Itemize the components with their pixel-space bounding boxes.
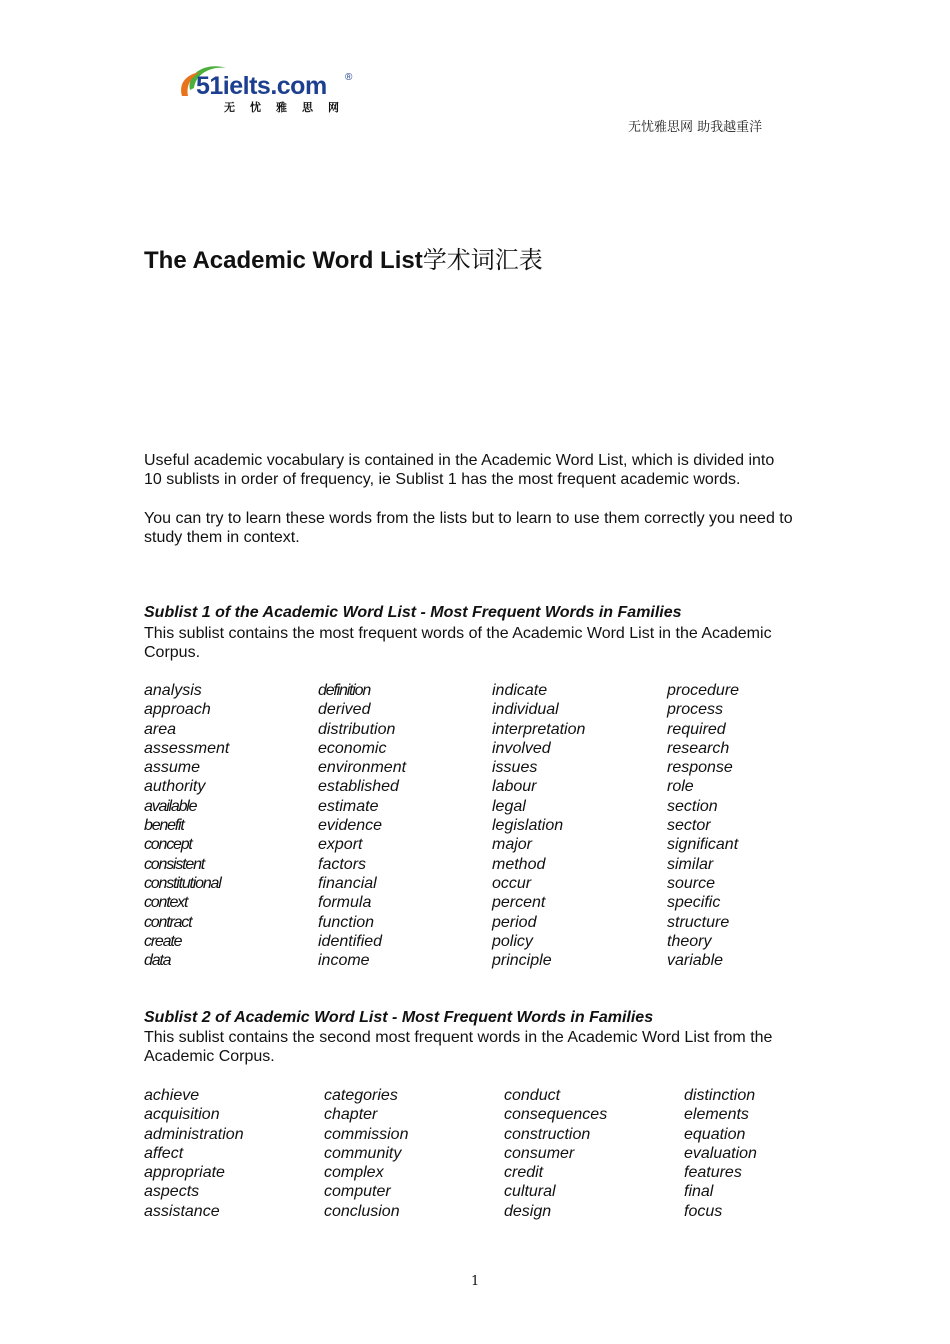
word-item: conclusion bbox=[324, 1202, 400, 1220]
word-item: involved bbox=[492, 739, 551, 757]
header-slogan: 无忧雅思网 助我越重洋 bbox=[628, 120, 763, 135]
word-item: issues bbox=[492, 759, 538, 777]
word-item: formula bbox=[318, 894, 372, 912]
word-item: required bbox=[667, 720, 726, 738]
sublist-1-column-3 bbox=[492, 681, 585, 970]
sublist-2-column-1 bbox=[144, 1086, 244, 1221]
word-item: chapter bbox=[324, 1106, 378, 1124]
word-item: distribution bbox=[318, 720, 396, 738]
word-item: computer bbox=[324, 1183, 391, 1201]
site-logo[interactable] bbox=[178, 60, 358, 118]
description-line: Academic Corpus. bbox=[144, 1048, 275, 1065]
word-item: procedure bbox=[667, 682, 740, 699]
word-item: categories bbox=[324, 1087, 398, 1104]
word-item: individual bbox=[492, 701, 559, 719]
sublist-2-description bbox=[144, 1028, 844, 1066]
word-item: distinction bbox=[684, 1087, 756, 1104]
word-item: interpretation bbox=[492, 720, 586, 738]
description-line: This sublist contains the second most frequent words in the Academic Word List from the bbox=[144, 1029, 773, 1046]
word-item: evidence bbox=[318, 817, 383, 835]
word-item: major bbox=[492, 836, 533, 854]
word-item: assessment bbox=[144, 739, 230, 757]
word-item: percent bbox=[492, 894, 546, 912]
word-item: final bbox=[684, 1183, 714, 1201]
word-item: factors bbox=[318, 855, 367, 873]
word-item: aspects bbox=[144, 1183, 200, 1201]
title-chinese: 学术词汇表 bbox=[422, 246, 543, 274]
intro-paragraph-2 bbox=[144, 509, 844, 547]
word-item: financial bbox=[318, 874, 377, 892]
word-item: community bbox=[324, 1144, 402, 1162]
intro-line: 10 sublists in order of frequency, ie Sublist 1 has the most frequent academic words. bbox=[144, 471, 741, 488]
word-item: economic bbox=[318, 739, 387, 757]
sublist-1-description bbox=[144, 624, 844, 662]
sublist-1-column-2 bbox=[318, 681, 406, 970]
word-item: authority bbox=[144, 778, 206, 796]
word-item: research bbox=[667, 739, 730, 757]
word-item: conduct bbox=[504, 1087, 561, 1104]
word-item: design bbox=[504, 1202, 552, 1220]
word-item: export bbox=[318, 836, 363, 854]
word-item: assume bbox=[144, 759, 201, 777]
word-item: cultural bbox=[504, 1183, 556, 1201]
sublist-2-column-3 bbox=[504, 1086, 607, 1221]
word-item: data bbox=[144, 952, 171, 970]
word-item: method bbox=[492, 855, 546, 873]
word-item: create bbox=[144, 932, 182, 950]
word-item: evaluation bbox=[684, 1144, 757, 1162]
sublist-2-column-4 bbox=[684, 1086, 757, 1221]
word-item: features bbox=[684, 1164, 742, 1182]
word-item: constitutional bbox=[144, 874, 221, 892]
sublist-1-heading: Sublist 1 of the Academic Word List - Most Frequent Words in Families bbox=[144, 604, 682, 621]
word-item: approach bbox=[144, 701, 211, 719]
sublist-1-column-4 bbox=[667, 681, 739, 970]
word-item: environment bbox=[318, 759, 407, 777]
word-item: acquisition bbox=[144, 1106, 220, 1124]
word-item: process bbox=[667, 701, 724, 719]
word-item: assistance bbox=[144, 1202, 220, 1220]
registered-mark: ® bbox=[345, 72, 353, 83]
word-item: contract bbox=[144, 913, 192, 931]
word-item: identified bbox=[318, 932, 383, 950]
word-item: structure bbox=[667, 913, 730, 931]
word-item: source bbox=[667, 874, 716, 892]
word-item: commission bbox=[324, 1125, 409, 1143]
word-item: sector bbox=[667, 817, 711, 835]
word-item: consumer bbox=[504, 1144, 575, 1162]
intro-paragraph-1 bbox=[144, 451, 844, 489]
document-title bbox=[144, 240, 543, 275]
word-item: credit bbox=[504, 1164, 544, 1182]
word-item: available bbox=[144, 797, 197, 815]
word-item: policy bbox=[492, 932, 533, 950]
word-item: consistent bbox=[144, 855, 205, 873]
description-line: Corpus. bbox=[144, 644, 201, 661]
title-english: The Academic Word List bbox=[144, 247, 423, 274]
sublist-2-column-2 bbox=[324, 1086, 408, 1221]
word-item: established bbox=[318, 778, 399, 796]
logo-wordmark: 51ielts.com bbox=[196, 72, 327, 100]
word-item: elements bbox=[684, 1106, 749, 1124]
word-item: estimate bbox=[318, 797, 379, 815]
word-item: legal bbox=[492, 797, 526, 815]
word-item: context bbox=[144, 894, 188, 912]
word-item: complex bbox=[324, 1164, 384, 1182]
word-item: equation bbox=[684, 1125, 746, 1143]
word-item: response bbox=[667, 759, 733, 777]
word-item: construction bbox=[504, 1125, 591, 1143]
word-item: specific bbox=[667, 894, 721, 912]
word-item: occur bbox=[492, 874, 532, 892]
word-item: appropriate bbox=[144, 1164, 225, 1182]
word-item: theory bbox=[667, 932, 712, 950]
word-item: principle bbox=[492, 952, 552, 970]
word-item: focus bbox=[684, 1202, 723, 1220]
page-number: 1 bbox=[471, 1274, 480, 1289]
word-item: role bbox=[667, 778, 694, 796]
sublist-1-column-1 bbox=[144, 681, 229, 970]
word-item: benefit bbox=[144, 817, 184, 835]
sublist-2-heading: Sublist 2 of Academic Word List - Most Frequent Words in Families bbox=[144, 1009, 654, 1026]
word-item: significant bbox=[667, 836, 739, 854]
word-item: affect bbox=[144, 1144, 184, 1162]
word-item: analysis bbox=[144, 682, 202, 699]
intro-line: Useful academic vocabulary is contained in the Academic Word List, which is divided into bbox=[144, 452, 775, 469]
word-item: concept bbox=[144, 836, 192, 854]
word-item: definition bbox=[318, 682, 371, 699]
intro-line: study them in context. bbox=[144, 529, 300, 546]
word-item: period bbox=[492, 913, 537, 931]
word-item: labour bbox=[492, 778, 537, 796]
word-item: similar bbox=[667, 855, 714, 873]
word-item: section bbox=[667, 797, 718, 815]
word-item: administration bbox=[144, 1125, 244, 1143]
description-line: This sublist contains the most frequent words of the Academic Word List in the Academic bbox=[144, 625, 772, 642]
word-item: income bbox=[318, 952, 370, 970]
word-item: derived bbox=[318, 701, 371, 719]
word-item: indicate bbox=[492, 682, 548, 699]
logo-subtitle: 无忧雅思网 bbox=[224, 101, 354, 114]
word-item: consequences bbox=[504, 1106, 608, 1124]
word-item: function bbox=[318, 913, 375, 931]
word-item: variable bbox=[667, 952, 724, 970]
intro-line: You can try to learn these words from the lists but to learn to use them correctly you need to bbox=[144, 510, 793, 527]
word-item: legislation bbox=[492, 817, 564, 835]
word-item: area bbox=[144, 720, 177, 738]
word-item: achieve bbox=[144, 1087, 200, 1104]
